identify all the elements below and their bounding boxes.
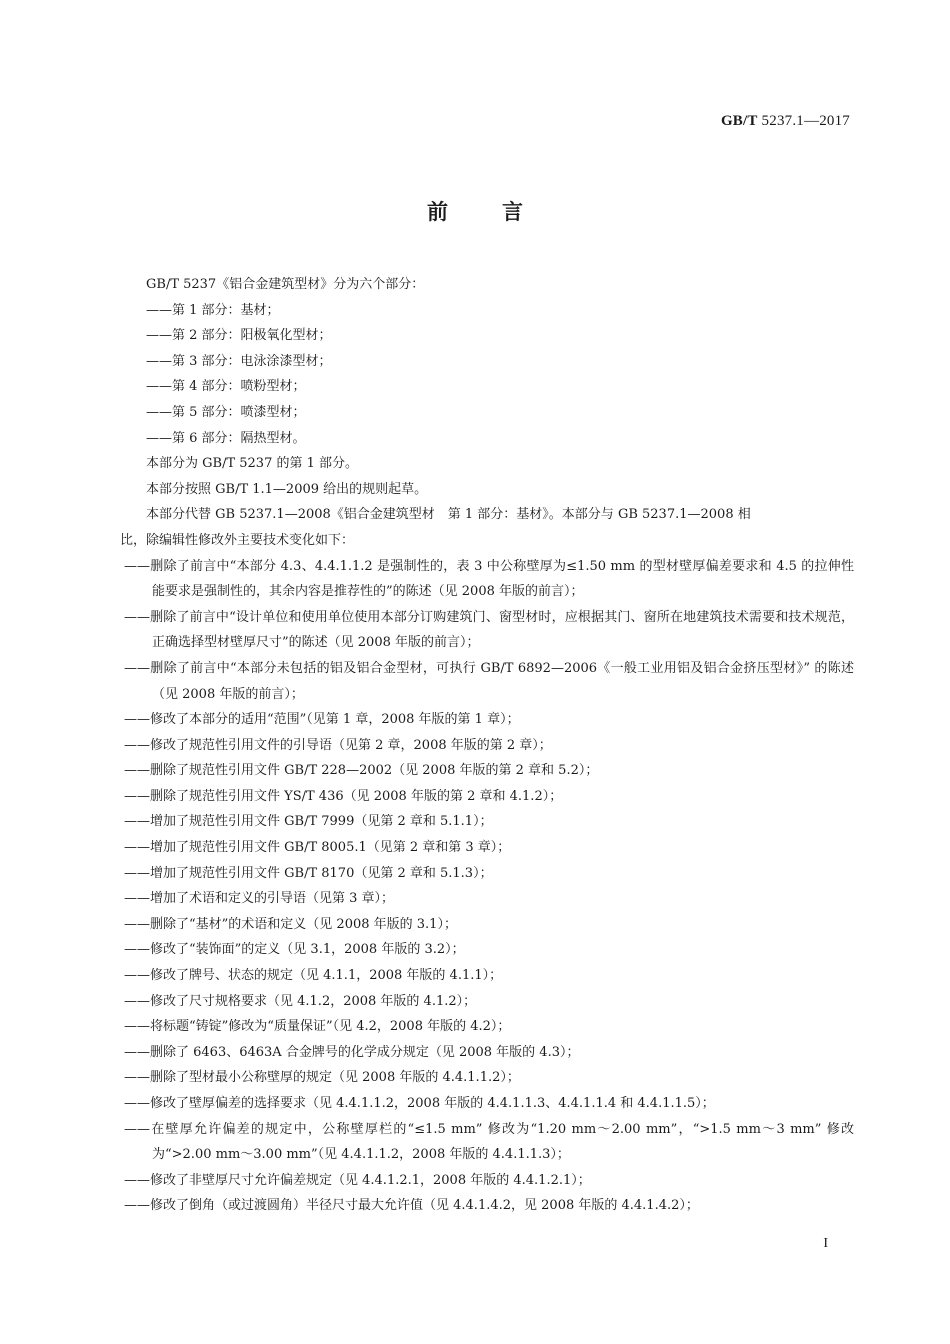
list-item: ——修改了规范性引用文件的引导语（见第 2 章，2008 年版的第 2 章）；	[124, 737, 552, 753]
list-item: ——第 5 部分：喷漆型材；	[146, 404, 306, 420]
list-item: ——修改了“装饰面”的定义（见 3.1，2008 年版的 3.2）；	[124, 942, 465, 958]
list-item: ——在壁厚允许偏差的规定中，公称壁厚栏的“≤1.5 mm” 修改为“1.20 mm～2.00 mm”，“>1.5 mm～3 mm” 修改为“>2.00 mm～3.00 mm”（见 4.4.1.1.2，2008 年版的 4.4.1.1.3）；	[124, 1121, 854, 1163]
foreword-body	[120, 272, 856, 1219]
list-item: ——增加了规范性引用文件 GB/T 7999（见第 2 章和 5.1.1）；	[124, 814, 493, 830]
parts-intro: GB/T 5237《铝合金建筑型材》分为六个部分：	[146, 277, 425, 292]
list-item: ——删除了规范性引用文件 YS/T 436（见 2008 年版的第 2 章和 4.1.2）；	[124, 788, 563, 804]
list-item: ——删除了型材最小公称壁厚的规定（见 2008 年版的 4.4.1.1.2）；	[124, 1070, 520, 1086]
list-item: ——删除了 6463、6463A 合金牌号的化学成分规定（见 2008 年版的 4.3）；	[124, 1044, 580, 1060]
list-item: ——第 6 部分：隔热型材。	[146, 430, 306, 446]
list-item: ——修改了壁厚偏差的选择要求（见 4.4.1.1.2，2008 年版的 4.4.1.1.3、4.4.1.1.4 和 4.4.1.1.5）；	[124, 1096, 715, 1111]
replaces-statement-line2: 比，除编辑性修改外主要技术变化如下：	[120, 532, 355, 548]
list-item: ——将标题“铸锭”修改为“质量保证”（见 4.2，2008 年版的 4.2）；	[124, 1019, 511, 1035]
list-item: ——第 4 部分：喷粉型材；	[146, 379, 306, 395]
standard-prefix: GB/T	[720, 113, 758, 129]
list-item: ——删除了前言中“设计单位和使用单位使用本部分订购建筑门、窗型材时，应根据其门、窗所在地建筑技术需要和技术规范，正确选择型材壁厚尺寸”的陈述（见 2008 年版的前言）；	[124, 609, 854, 651]
list-item: ——删除了“基材”的术语和定义（见 2008 年版的 3.1）；	[124, 916, 457, 932]
changes-list	[124, 554, 854, 1219]
list-item: ——第 2 部分：阳极氧化型材；	[146, 328, 332, 344]
parts-list	[146, 298, 856, 452]
list-item: ——修改了非壁厚尺寸允许偏差规定（见 4.4.1.2.1，2008 年版的 4.4.1.2.1）；	[124, 1172, 591, 1188]
list-item: ——增加了规范性引用文件 GB/T 8005.1（见第 2 章和第 3 章）；	[124, 840, 511, 856]
list-item: ——增加了术语和定义的引导语（见第 3 章）；	[124, 891, 395, 907]
list-item: ——修改了尺寸规格要求（见 4.1.2，2008 年版的 4.1.2）；	[124, 993, 477, 1009]
page-title: 前言	[427, 200, 577, 224]
standard-code-header	[721, 113, 850, 130]
list-item: ——增加了规范性引用文件 GB/T 8170（见第 2 章和 5.1.3）；	[124, 865, 493, 881]
list-item: ——删除了规范性引用文件 GB/T 228—2002（见 2008 年版的第 2 章和 5.2）；	[124, 763, 599, 779]
page-number: I	[823, 1236, 828, 1251]
standard-number: 5237.1—2017	[761, 113, 850, 129]
list-item: ——第 1 部分：基材；	[146, 302, 280, 318]
drafting-rule-statement: 本部分按照 GB/T 1.1—2009 给出的规则起草。	[146, 481, 428, 497]
list-item: ——修改了倒角（或过渡圆角）半径尺寸最大允许值（见 4.4.1.4.2，见 2008 年版的 4.4.1.4.2）；	[124, 1198, 699, 1214]
replaces-statement-line1: 本部分代替 GB 5237.1—2008《铝合金建筑型材 第 1 部分：基材》。本部分与 GB 5237.1—2008 相	[146, 507, 751, 523]
list-item: ——删除了前言中“本部分 4.3、4.4.1.1.2 是强制性的，表 3 中公称壁厚为≤1.50 mm 的型材壁厚偏差要求和 4.5 的拉伸性能要求是强制性的，其余内容是推荐性的”的陈述（见 2008 年版的前言）；	[124, 558, 854, 600]
list-item: ——第 3 部分：电泳涂漆型材；	[146, 353, 332, 369]
list-item: ——删除了前言中“本部分未包括的铝及铝合金型材，可执行 GB/T 6892—2006《一般工业用铝及铝合金挤压型材》” 的陈述（见 2008 年版的前言）；	[124, 660, 854, 702]
list-item: ——修改了牌号、状态的规定（见 4.1.1，2008 年版的 4.1.1）；	[124, 968, 503, 984]
list-item: ——修改了本部分的适用“范围”（见第 1 章，2008 年版的第 1 章）；	[124, 712, 520, 728]
this-part-statement: 本部分为 GB/T 5237 的第 1 部分。	[146, 456, 359, 472]
